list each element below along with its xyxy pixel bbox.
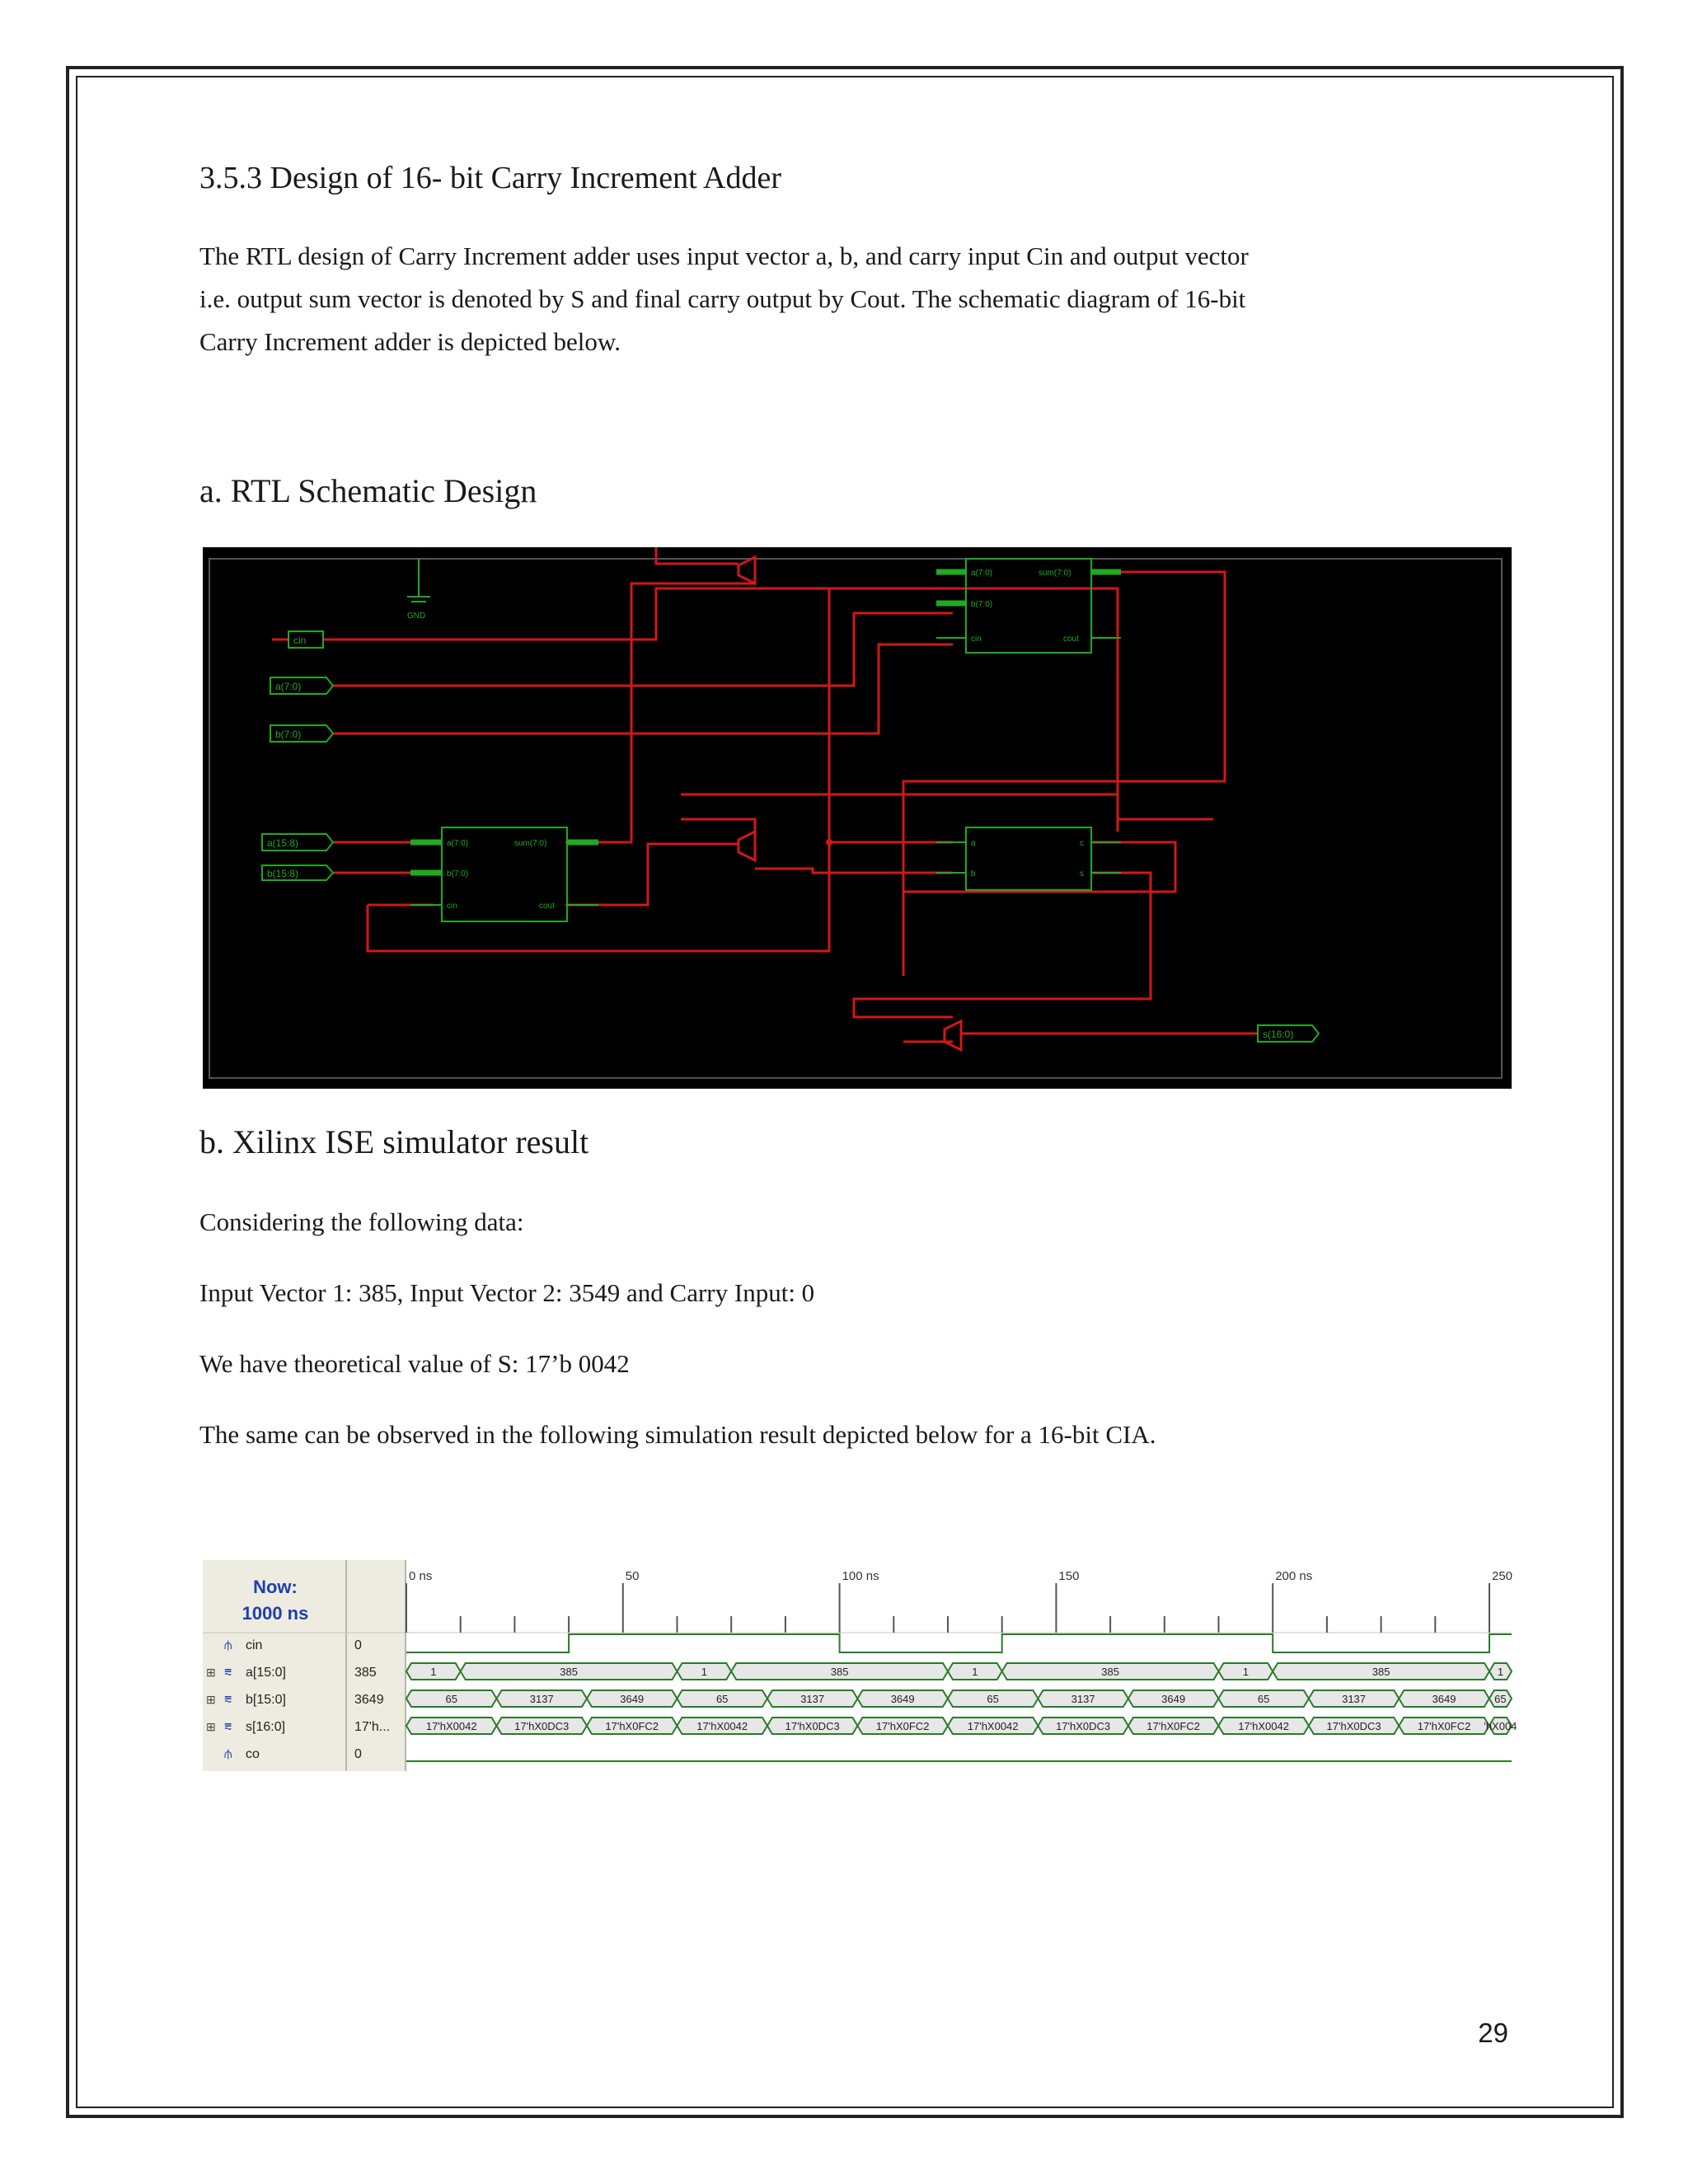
port-b-15-8 — [262, 865, 333, 880]
bus-segment-value: 3137 — [529, 1693, 554, 1705]
bus-segment-value: 3649 — [1161, 1693, 1186, 1705]
bus-segment-value: 385 — [1101, 1666, 1119, 1678]
bus-segment-value: 1 — [1497, 1666, 1504, 1678]
tick-label: 150 — [1058, 1569, 1080, 1583]
page-number: 29 — [1478, 2018, 1508, 2048]
bus-signal-icon: ⩳ — [224, 1666, 232, 1680]
wire-cin — [272, 588, 1213, 819]
signal-value: 0 — [354, 1638, 362, 1652]
expand-icon[interactable]: ⊞ — [206, 1666, 216, 1679]
svg-text:sum(7:0): sum(7:0) — [514, 839, 547, 848]
port-a-7-0 — [270, 677, 333, 694]
svg-text:b: b — [971, 869, 976, 879]
adder-high — [410, 827, 598, 921]
svg-text:b(7:0): b(7:0) — [971, 600, 993, 609]
bus-segment-value: 17'hX0042 — [1238, 1720, 1289, 1732]
bit-signal-icon: ⫛ — [224, 1747, 232, 1761]
bus-segment-value: 65 — [1494, 1693, 1507, 1705]
bus-segment-value: 17'hX0DC3 — [1326, 1720, 1381, 1732]
bus-segment-value: 17'hX0FC2 — [1417, 1720, 1471, 1732]
signal-value: 0 — [354, 1747, 362, 1761]
signal-name: a[15:0] — [246, 1666, 286, 1680]
svg-text:s(16:0): s(16:0) — [1263, 1029, 1294, 1040]
bus-segment-value: 385 — [830, 1666, 849, 1678]
bus-segment-value: 17'hX0FC2 — [605, 1720, 659, 1732]
bus-segment-value: 17'hX0FC2 — [875, 1720, 930, 1732]
signal-value: 3649 — [354, 1693, 384, 1707]
bus-signal-icon: ⩳ — [224, 1693, 232, 1707]
half-adder — [936, 827, 1121, 890]
rtl-schematic — [203, 547, 1512, 1089]
bus-segment-value: 385 — [1372, 1666, 1390, 1678]
signal-name: co — [246, 1747, 260, 1761]
gnd-symbol — [407, 559, 430, 602]
bus-segment-value: 65 — [987, 1693, 999, 1705]
bus-segment-value: 3137 — [1342, 1693, 1367, 1705]
bus-segment-value: 17'hX0DC3 — [785, 1720, 840, 1732]
tick-label: 200 ns — [1275, 1569, 1313, 1583]
bus-segment-value: 17'hX0042 — [425, 1720, 477, 1732]
bus-segment-value: 1 — [1242, 1666, 1249, 1678]
waveform-viewer — [203, 1560, 1517, 1771]
signal-value: 17'h... — [354, 1720, 391, 1734]
tick-label: 0 ns — [409, 1569, 433, 1583]
bus-segment-value: 1 — [972, 1666, 978, 1678]
svg-text:a(7:0): a(7:0) — [971, 569, 993, 578]
bus-segment-value: 65 — [715, 1693, 729, 1705]
data-line-2: Input Vector 1: 385, Input Vector 2: 3549 and Carry Input: 0 — [199, 1278, 815, 1307]
data-line-4: The same can be observed in the following simulation result depicted below for a 16-bit CIA. — [199, 1420, 1156, 1449]
bus-segment-value: 3649 — [620, 1693, 645, 1705]
bus-segment-value: 1 — [701, 1666, 707, 1678]
bus-segment-value: 17'hX0042 — [967, 1720, 1019, 1732]
intro-line-1: The RTL design of Carry Increment adder uses input vector a, b, and carry input Cin and output vector — [199, 241, 1249, 270]
svg-text:a(7:0): a(7:0) — [275, 681, 302, 692]
bus-segment-value: 65 — [1257, 1693, 1270, 1705]
tick-label: 100 ns — [842, 1569, 879, 1583]
expand-icon[interactable]: ⊞ — [206, 1693, 216, 1706]
now-label: Now: — [253, 1577, 298, 1597]
bus-segment-value: 'hX004 — [1484, 1720, 1517, 1732]
bus-segment-value: 1 — [430, 1666, 437, 1678]
svg-text:cout: cout — [539, 902, 555, 911]
bus-segment-value: 17'hX0042 — [696, 1720, 748, 1732]
svg-text:a: a — [971, 839, 976, 848]
svg-text:cin: cin — [971, 635, 982, 644]
data-line-1: Considering the following data: — [199, 1207, 524, 1236]
intro-line-2: i.e. output sum vector is denoted by S and final carry output by Cout. The schematic diagram of 16-bit — [199, 284, 1246, 313]
svg-text:c: c — [1080, 839, 1084, 848]
port-a-15-8 — [262, 834, 333, 851]
svg-text:a(7:0): a(7:0) — [447, 839, 469, 848]
svg-text:b(7:0): b(7:0) — [275, 729, 302, 740]
bus-segment-value: 3137 — [1071, 1693, 1095, 1705]
signal-name: cin — [246, 1638, 263, 1652]
svg-text:b(7:0): b(7:0) — [447, 869, 469, 879]
tick-label: 50 — [625, 1569, 640, 1583]
bus-signal-icon: ⩳ — [224, 1720, 232, 1734]
bus-segment-value: 17'hX0DC3 — [1056, 1720, 1111, 1732]
bit-signal-icon: ⫛ — [224, 1638, 232, 1652]
signal-name: b[15:0] — [246, 1693, 286, 1707]
expand-icon[interactable]: ⊞ — [206, 1720, 216, 1733]
rtl-heading: a. RTL Schematic Design — [199, 472, 537, 509]
bus-segment-value: 3649 — [890, 1693, 915, 1705]
port-b-7-0 — [270, 725, 333, 742]
gnd-label: GND — [407, 612, 426, 621]
svg-text:cin: cin — [447, 902, 457, 911]
bus-segment-value: 3649 — [1432, 1693, 1456, 1705]
port-cin — [288, 631, 323, 648]
bus-segment-value: 385 — [560, 1666, 578, 1678]
mux-1 — [738, 557, 755, 583]
data-line-3: We have theoretical value of S: 17’b 0042 — [199, 1349, 630, 1378]
svg-text:s: s — [1080, 869, 1084, 879]
sim-heading: b. Xilinx ISE simulator result — [199, 1123, 589, 1160]
adder-low — [936, 559, 1121, 653]
bus-segment-value: 3137 — [800, 1693, 825, 1705]
svg-text:a(15:8): a(15:8) — [267, 837, 299, 849]
now-value: 1000 ns — [241, 1603, 309, 1624]
mux-3 — [945, 1021, 961, 1050]
svg-text:cout: cout — [1063, 635, 1079, 644]
mux-2 — [738, 832, 755, 860]
bus-segment-value: 65 — [445, 1693, 457, 1705]
svg-text:b(15:8): b(15:8) — [267, 868, 299, 879]
signal-value: 385 — [354, 1666, 377, 1680]
signal-name: s[16:0] — [246, 1720, 286, 1734]
bus-segment-value: 17'hX0DC3 — [514, 1720, 570, 1732]
tick-label: 250 — [1492, 1569, 1513, 1583]
svg-text:cin: cin — [293, 635, 307, 646]
page-border-inner — [76, 76, 1614, 2108]
intro-line-3: Carry Increment adder is depicted below. — [199, 327, 621, 356]
bus-segment-value: 17'hX0FC2 — [1146, 1720, 1200, 1732]
port-s-16-0 — [1258, 1025, 1319, 1042]
section-heading: 3.5.3 Design of 16- bit Carry Increment Adder — [199, 161, 781, 195]
svg-text:sum(7:0): sum(7:0) — [1039, 569, 1071, 578]
